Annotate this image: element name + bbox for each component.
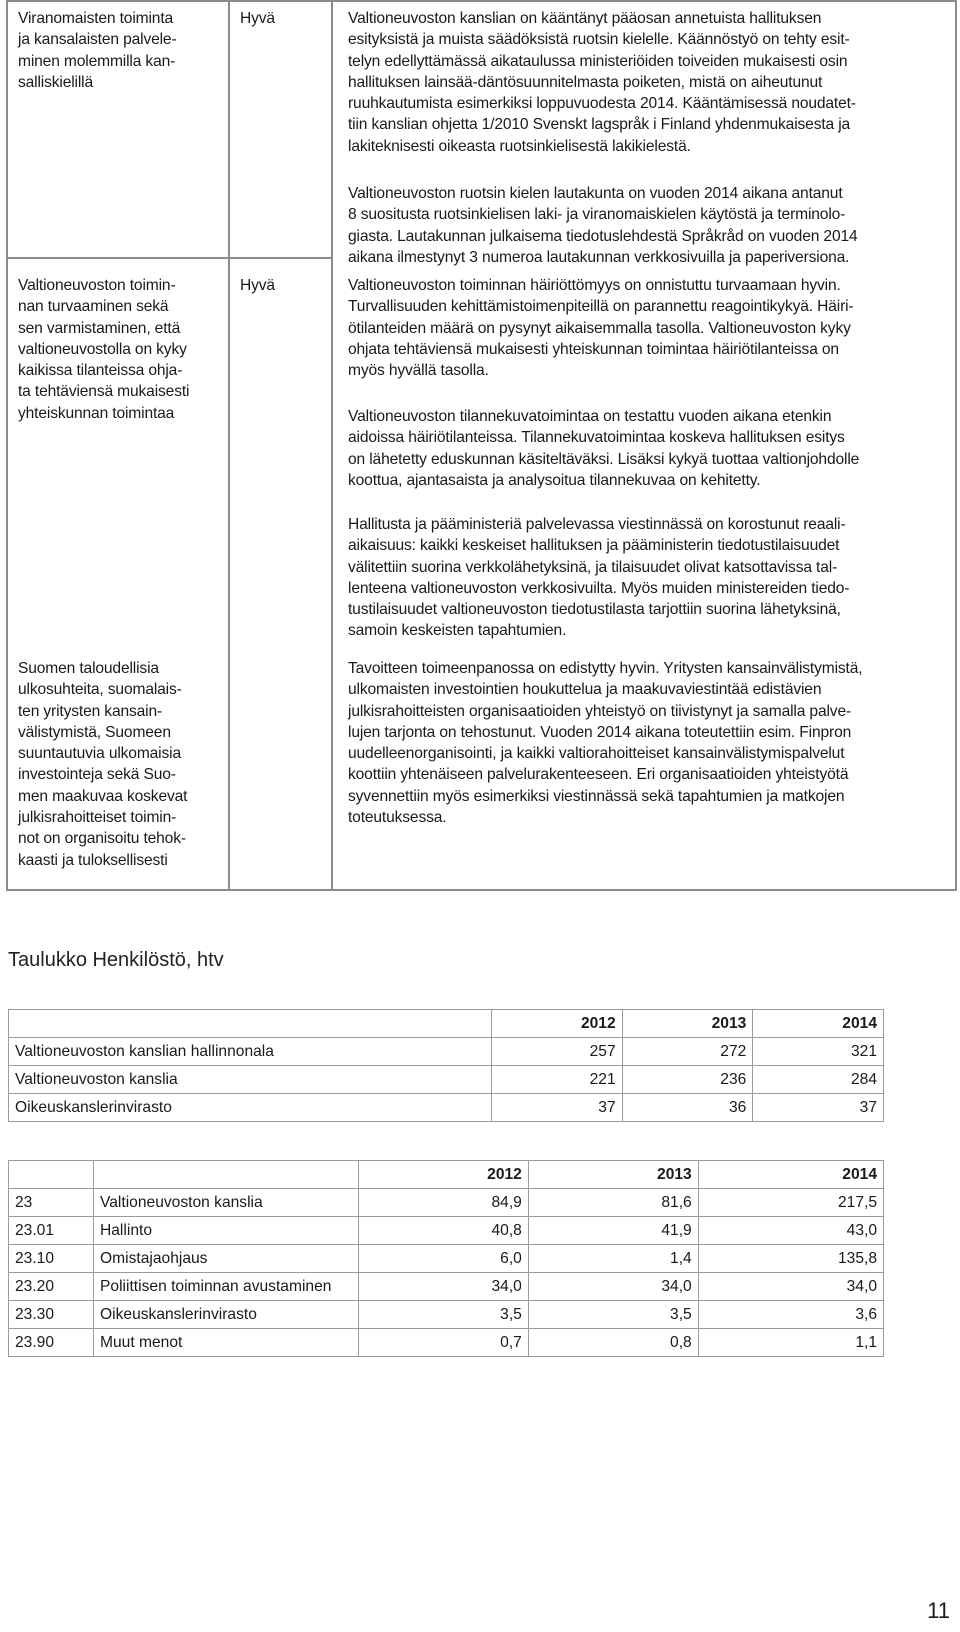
budget-table: [8, 1160, 884, 1357]
row-label: Hallinto: [94, 1217, 359, 1245]
cell-value: 34,0: [359, 1273, 529, 1301]
row-label: Omistajaohjaus: [94, 1245, 359, 1273]
cell-value: 0,7: [359, 1329, 529, 1357]
paragraph-language-board: Valtioneuvoston ruotsin kielen lautakunta on vuoden 2014 aikana antanut 8 suositusta ruotsinkielisen laki- ja viranomaiskielen käytöstä ja terminolo- giasta. Lautakunnan julkaisema tiedotuslehdestä Språkråd on vuoden 2014 aikana ilmestynyt 3 numeroa lautakunnan verkkosivuilla ja paperiversiona.: [348, 185, 858, 266]
staff-table: [8, 1009, 884, 1122]
paragraph-communications: Hallitusta ja pääministeriä palvelevassa viestinnässä on korostunut reaali- aikaisuus: kaikki keskeiset hallituksen ja pääministerin tiedotustilaisuudet välitettiin suorina verkkolähetyksinä, ja tilaisuudet olivat katsottavissa tal- lenteena valtioneuvoston verkkosivuilta. Myös muiden ministereiden tiedo- tustilaisuudet valtioneuvoston tiedotustilasta tarjottiin suorina lähetyksinä, samoin keskeisten tapahtumien.: [348, 516, 850, 640]
cell-value: 84,9: [359, 1189, 529, 1217]
header-year-2012: 2012: [359, 1161, 529, 1189]
cell-value: 1,4: [528, 1245, 698, 1273]
table-row: [9, 1329, 884, 1357]
table-row: [9, 1245, 884, 1273]
rating-government-security: Hyvä: [240, 277, 275, 294]
cell-value: 0,8: [528, 1329, 698, 1357]
cell-value: 34,0: [698, 1273, 883, 1301]
cell-value: 236: [622, 1066, 753, 1094]
header-year-2013: 2013: [528, 1161, 698, 1189]
cell-value: 36: [622, 1094, 753, 1122]
cell-value: 37: [492, 1094, 623, 1122]
paragraph-translations: Valtioneuvoston kanslian on kääntänyt pääosan annetuista hallituksen esityksistä ja muista säädöksistä ruotsin kielelle. Käännöstyö on tehty esit- telyn edellyttämässä aikataulussa ministeriöiden toiveiden mukaisesti osin hallituksen lainsää-däntösuunnitelmasta poiketen, mistä on aiheutunut ruuhkautumista esimerkiksi loppuvuodesta 2014. Kääntämisessä noudatet- tiin kanslian ohjetta 1/2010 Svenskt lagspråk i Finland yhdenmukaisesta ja lakiteknisesti oikeasta ruotsinkielisestä lakikielestä.: [348, 10, 856, 155]
paragraph-situation-awareness: Valtioneuvoston tilannekuvatoimintaa on testattu vuoden aikana etenkin aidoissa häiriötilanteissa. Tilannekuvatoimintaa koskeva hallituksen esitys on lähetetty eduskunnan käsiteltäväksi. Lisäksi kykyä tuottaa valtionjohdolle koottua, ajantasaista ja analysoitua tilannekuvaa on kehitetty.: [348, 408, 860, 489]
row-divider: [8, 257, 228, 259]
cell-value: 34,0: [528, 1273, 698, 1301]
row-code: 23.20: [9, 1273, 94, 1301]
cell-value: 321: [753, 1038, 884, 1066]
row-label: Oikeuskanslerinvirasto: [94, 1301, 359, 1329]
cell-value: 272: [622, 1038, 753, 1066]
cell-value: 37: [753, 1094, 884, 1122]
row-label: Muut menot: [94, 1329, 359, 1357]
cell-value: 3,6: [698, 1301, 883, 1329]
paragraph-continuity: Valtioneuvoston toiminnan häiriöttömyys on onnistuttu turvaamaan hyvin. Turvallisuuden kehittämistoimenpiteillä on parannettu reagointikykyä. Häiri- ötilanteiden määrä on pysynyt aikaisemmalla tasolla. Valtioneuvoston kyky ohjata tehtäviensä mukaisesti yhteiskunnan toimintaa häiriötilanteissa on myös hyvällä tasolla.: [348, 277, 854, 380]
row-code: 23.10: [9, 1245, 94, 1273]
cell-value: 3,5: [359, 1301, 529, 1329]
row-divider: [228, 257, 331, 259]
goal-text-economic-relations: Suomen taloudellisia ulkosuhteita, suomalais- ten yritysten kansain- välistymistä, Suomeen suuntautuvia ulkomaisia investointeja sekä Suo- men maakuvaa koskevat julkisrahoitteiset toimin- not on organisoitu tehok- kaasti ja tuloksellisesti: [18, 660, 188, 869]
cell-value: 284: [753, 1066, 884, 1094]
cell-value: 6,0: [359, 1245, 529, 1273]
column-divider: [331, 2, 333, 889]
paragraph-internationalisation: Tavoitteen toimeenpanossa on edistytty hyvin. Yritysten kansainvälistymistä, ulkomaisten investointien houkuttelua ja maakuvaviestintää edistävien julkisrahoitteisten organisaatioiden yhteistyö on tiivistynyt ja samalla palve- lujen tarjonta on tehostunut. Vuoden 2014 aikana toteutettiin esim. Finpron uudelleenorganisointi, ja kaikki valtiorahoitteiset kansainvälistymispalvelut koottiin yhtenäiseen palvelurakenteeseen. Eri organisaatioiden yhteistyötä syvennettiin myös esimerkiksi viestinnässä sekä tapahtumien ja matkojen toteutuksessa.: [348, 660, 863, 827]
row-code: 23.01: [9, 1217, 94, 1245]
table-row: [9, 1094, 884, 1122]
header-year-2014: 2014: [698, 1161, 883, 1189]
table-row: [9, 1038, 884, 1066]
cell-value: 40,8: [359, 1217, 529, 1245]
cell-value: 257: [492, 1038, 623, 1066]
cell-value: 221: [492, 1066, 623, 1094]
row-label: Oikeuskanslerinvirasto: [9, 1094, 492, 1122]
header-empty: [9, 1161, 94, 1189]
cell-value: 41,9: [528, 1217, 698, 1245]
cell-value: 217,5: [698, 1189, 883, 1217]
table-header-row: [9, 1010, 884, 1038]
table-row: [9, 1217, 884, 1245]
table-header-row: [9, 1161, 884, 1189]
row-code: 23: [9, 1189, 94, 1217]
row-label: Valtioneuvoston kanslia: [9, 1066, 492, 1094]
cell-value: 135,8: [698, 1245, 883, 1273]
header-year-2013: 2013: [622, 1010, 753, 1038]
header-empty: [9, 1010, 492, 1038]
row-label: Valtioneuvoston kanslia: [94, 1189, 359, 1217]
row-code: 23.30: [9, 1301, 94, 1329]
table-row: [9, 1273, 884, 1301]
goal-text-government-security: Valtioneuvoston toimin- nan turvaaminen sekä sen varmistaminen, että valtioneuvostolla on kyky kaikissa tilanteissa ohja- ta tehtäviensä mukaisesti yhteiskunnan toimintaa: [18, 277, 190, 422]
row-label: Poliittisen toiminnan avustaminen: [94, 1273, 359, 1301]
table-row: [9, 1301, 884, 1329]
table-caption: Taulukko Henkilöstö, htv: [8, 949, 224, 971]
goal-text-language-services: Viranomaisten toiminta ja kansalaisten palvele- minen molemmilla kan- salliskielillä: [18, 10, 177, 91]
cell-value: 81,6: [528, 1189, 698, 1217]
page-number: 11: [927, 1598, 950, 1623]
row-label: Valtioneuvoston kanslian hallinnonala: [9, 1038, 492, 1066]
rating-language-services: Hyvä: [240, 10, 275, 27]
column-divider: [228, 2, 230, 889]
cell-value: 3,5: [528, 1301, 698, 1329]
header-empty: [94, 1161, 359, 1189]
table-row: [9, 1066, 884, 1094]
cell-value: 1,1: [698, 1329, 883, 1357]
table-row: [9, 1189, 884, 1217]
header-year-2012: 2012: [492, 1010, 623, 1038]
header-year-2014: 2014: [753, 1010, 884, 1038]
cell-value: 43,0: [698, 1217, 883, 1245]
row-code: 23.90: [9, 1329, 94, 1357]
